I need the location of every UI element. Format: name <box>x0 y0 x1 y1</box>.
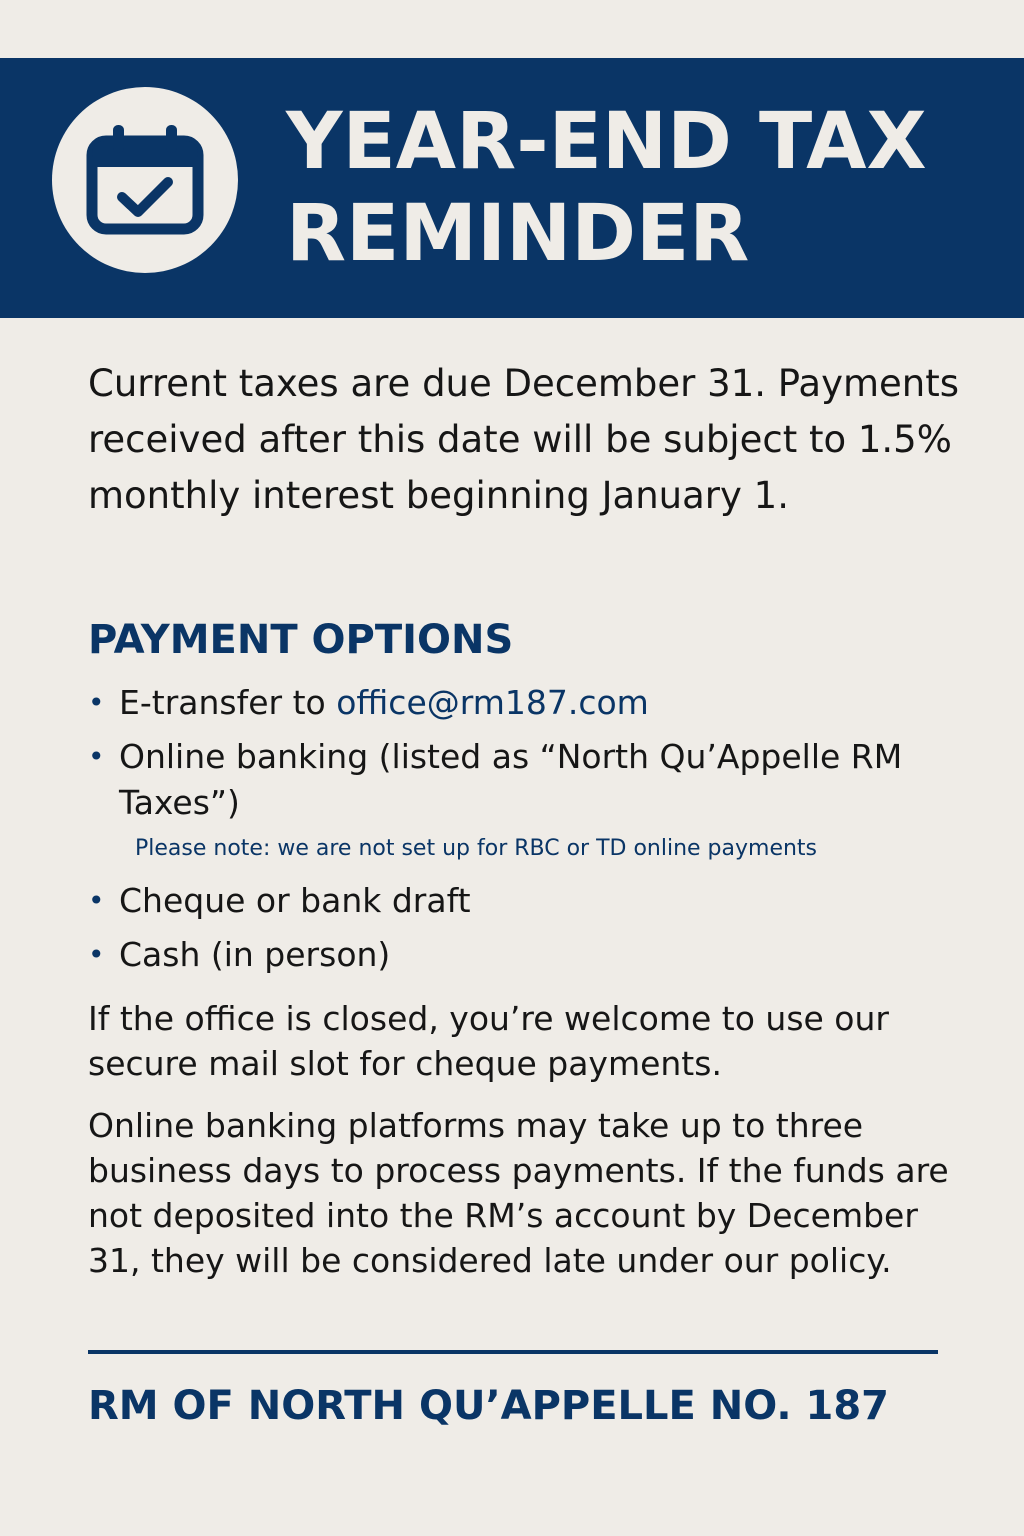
footer-organization-name: RM OF NORTH QU’APPELLE NO. 187 <box>88 1383 889 1429</box>
option-cheque <box>88 878 968 924</box>
due-date-notice: Current taxes are due December 31. Payments received after this date will be subject to 1.5% monthly interest beginning January 1. <box>88 362 960 517</box>
title-line-1: YEAR-END TAX <box>286 97 927 187</box>
payment-options-list <box>88 680 968 978</box>
header-banner <box>0 58 1024 318</box>
option-cash <box>88 932 968 978</box>
mail-slot-paragraph: If the office is closed, you’re welcome to use our secure mail slot for cheque payments. <box>88 999 889 1083</box>
title-line-2: REMINDER <box>286 189 750 279</box>
cash-text: Cash (in person) <box>119 935 391 974</box>
cheque-text: Cheque or bank draft <box>119 881 471 920</box>
calendar-check-icon <box>52 87 238 273</box>
online-banking-note: Please note: we are not set up for RBC or TD online payments <box>135 836 818 861</box>
online-processing-paragraph: Online banking platforms may take up to three business days to process payments. If the funds are not deposited into the RM’s account by December 31, they will be considered late under our policy. <box>88 1106 949 1280</box>
option-etransfer <box>88 680 968 726</box>
etransfer-email: office@rm187.com <box>336 683 649 722</box>
option-online-banking <box>88 734 968 826</box>
payment-options-heading: PAYMENT OPTIONS <box>88 617 514 663</box>
page-title <box>286 96 1006 280</box>
etransfer-label: E-transfer to <box>119 683 337 722</box>
online-banking-text: Online banking (listed as “North Qu’Appelle RM Taxes”) <box>119 737 903 822</box>
footer-divider <box>88 1350 938 1354</box>
